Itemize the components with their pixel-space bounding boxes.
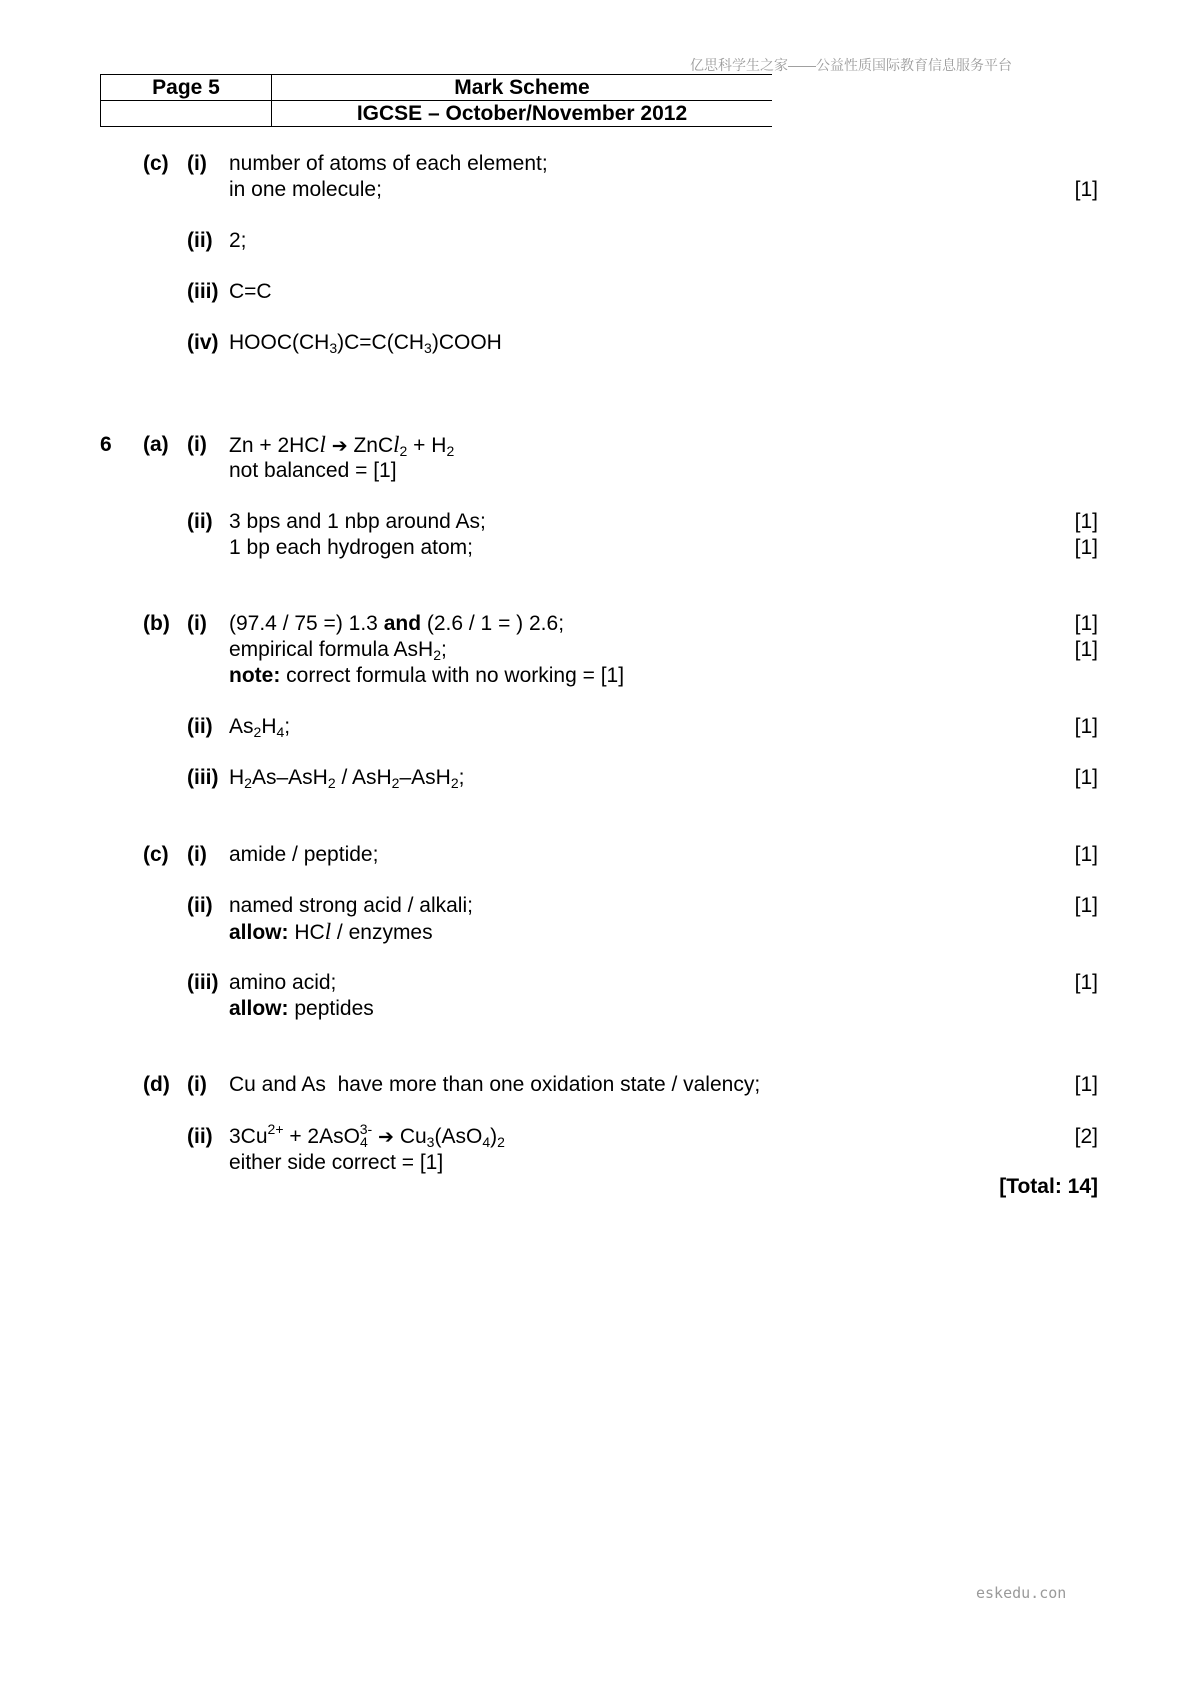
q6d-ii-line2: either side correct = [1] — [229, 1151, 444, 1174]
q6c-iii-mark: [1] — [1074, 971, 1098, 994]
q6c-ii-mark: [1] — [1074, 894, 1098, 917]
q6b-ii-label: (ii) — [187, 715, 213, 738]
page-title: Mark Scheme — [272, 75, 773, 101]
page-number: Page 5 — [101, 75, 272, 101]
footer-url: eskedu.con — [976, 1584, 1067, 1602]
q6b-i-mark2: [1] — [1074, 638, 1098, 661]
arrow-icon: ➔ — [331, 436, 348, 457]
q6a-i-equation: Zn + 2HCl ➔ ZnCl$_2$ + $H_2$ — [229, 432, 455, 459]
q6b-label: (b) — [143, 612, 170, 635]
q6b-i-line2: empirical formula AsH$_2$; — [229, 638, 447, 663]
watermark: 亿思科学生之家——公益性质国际教育信息服务平台 — [690, 57, 1012, 73]
q5c-iii-label: (iii) — [187, 280, 219, 303]
q6-number: 6 — [100, 433, 112, 456]
q6d-ii-label: (ii) — [187, 1125, 213, 1148]
q6c-i-mark: [1] — [1074, 843, 1098, 866]
q5c-i-label: (i) — [187, 152, 207, 175]
q6c-iii-line1: amino acid; — [229, 971, 337, 994]
q5c-iii-text: C=C — [229, 280, 272, 303]
q6a-i-label: (i) — [187, 433, 207, 456]
q6a-ii-label: (ii) — [187, 510, 213, 533]
q5c-iv-label: (iv) — [187, 331, 219, 354]
q6c-i-text: amide / peptide; — [229, 843, 379, 866]
q6c-i-label: (i) — [187, 843, 207, 866]
q6a-label: (a) — [143, 433, 169, 456]
q6b-i-line1: (97.4 / 75 =) 1.3 and (2.6 / 1 = ) 2.6; — [229, 612, 565, 635]
q5c-i-line2: in one molecule; — [229, 178, 382, 201]
q6b-iii-mark: [1] — [1074, 766, 1098, 789]
header-empty-cell — [101, 101, 272, 127]
q6d-i-mark: [1] — [1074, 1073, 1098, 1096]
q6a-ii-mark2: [1] — [1074, 536, 1098, 559]
q6b-i-label: (i) — [187, 612, 207, 635]
q6d-ii-mark: [2] — [1074, 1125, 1098, 1148]
q6a-i-line2: not balanced = [1] — [229, 459, 397, 482]
q5c-i-line1: number of atoms of each element; — [229, 152, 548, 175]
q5c-ii-text: 2; — [229, 229, 247, 252]
q6c-iii-line2: allow: peptides — [229, 997, 374, 1020]
q6c-ii-line1: named strong acid / alkali; — [229, 894, 473, 917]
q6c-iii-label: (iii) — [187, 971, 219, 994]
q6d-i-text: Cu and As have more than one oxidation state / valency; — [229, 1073, 761, 1096]
q6a-ii-line2: 1 bp each hydrogen atom; — [229, 536, 474, 559]
q5c-label: (c) — [143, 152, 169, 175]
q6a-ii-mark1: [1] — [1074, 510, 1098, 533]
q6b-iii-label: (iii) — [187, 766, 219, 789]
q6b-i-mark1: [1] — [1074, 612, 1098, 635]
arrow-icon: ➔ — [378, 1127, 394, 1148]
q6d-i-label: (i) — [187, 1073, 207, 1096]
q6d-label: (d) — [143, 1073, 170, 1096]
q5c-iv-formula: $HOOC(CH_3)C=C(CH_3)COOH$ — [229, 331, 502, 356]
q6b-ii-formula: $As_2H_4$; — [229, 715, 291, 740]
q6b-iii-formula: $H_2As-AsH_2 / AsH_2-AsH_2$; — [229, 766, 465, 791]
syllabus-title: IGCSE – October/November 2012 — [272, 101, 773, 127]
q6b-i-note: note: correct formula with no working = [1] — [229, 664, 625, 687]
total-mark: [Total: 14] — [999, 1175, 1098, 1198]
q6c-ii-label: (ii) — [187, 894, 213, 917]
q6c-label: (c) — [143, 843, 169, 866]
q5c-ii-label: (ii) — [187, 229, 213, 252]
q5c-i-mark: [1] — [1074, 178, 1098, 201]
q6a-ii-line1: 3 bps and 1 nbp around As; — [229, 510, 486, 533]
q6b-ii-mark: [1] — [1074, 715, 1098, 738]
header-table — [100, 74, 772, 127]
q6c-ii-line2: allow: HCl / enzymes — [229, 919, 433, 944]
q6d-ii-equation: $3Cu^{2+} + 2AsO_4^{3-}$ ➔ $Cu_3(AsO_4)_2$ — [229, 1121, 505, 1150]
